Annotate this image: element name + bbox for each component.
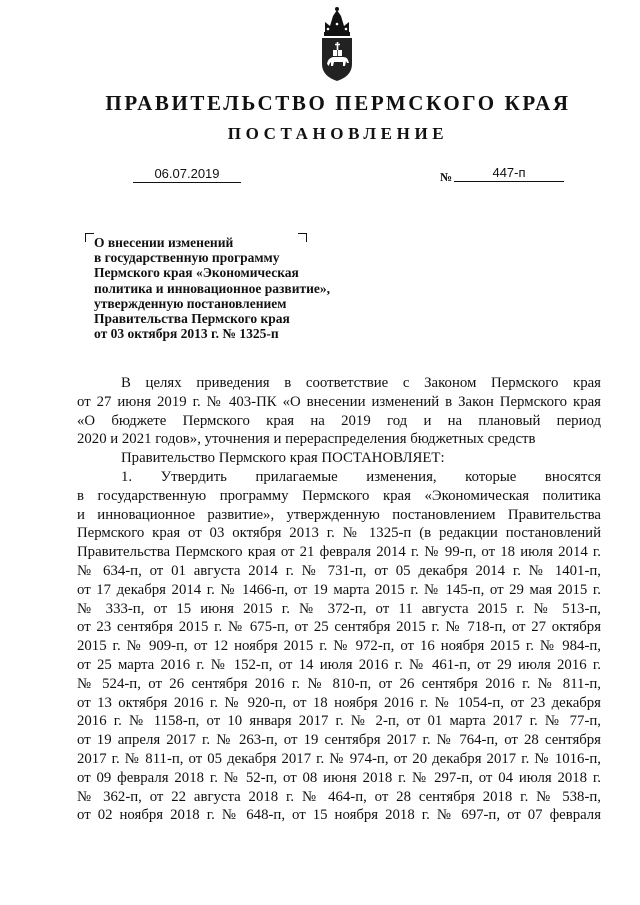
- body-line: от 23 сентября 2015 г. № 675-п, от 25 сентября 2015 г. № 718-п, от 27 октября: [77, 619, 601, 636]
- perm-krai-coat-of-arms-icon: [319, 6, 355, 82]
- body-line: от 27 июня 2019 г. № 403-ПК «О внесении изменений в Закон Пермского края: [77, 393, 601, 410]
- body-line: 2015 г. № 909-п, от 12 ноября 2015 г. № 972-п, от 16 ноября 2015 г. № 984-п,: [77, 638, 601, 655]
- subject-corner-mark-left: [85, 233, 94, 242]
- body-line: 1. Утвердить прилагаемые изменения, которые вносятся: [121, 468, 601, 485]
- body-line: 2020 и 2021 годов», уточнения и перераспределения бюджетных средств: [77, 431, 536, 448]
- subject-line: утвержденную постановлением: [94, 295, 287, 311]
- body-line: № 634-п, от 01 августа 2014 г. № 731-п, от 05 декабря 2014 г. № 1401-п,: [77, 562, 601, 579]
- number-prefix: №: [440, 170, 453, 184]
- subject-line: Пермского края «Экономическая: [94, 265, 299, 281]
- body-line: «О бюджете Пермского края на 2019 год и на плановый период: [77, 412, 601, 429]
- subject-line: от 03 октября 2013 г. № 1325-п: [94, 326, 279, 342]
- body-line: 2016 г. № 1158-п, от 10 января 2017 г. № 2-п, от 01 марта 2017 г. № 77-п,: [77, 713, 601, 730]
- subject-line: О внесении изменений: [94, 235, 234, 250]
- document-body: [77, 374, 601, 825]
- subject-line: политика и инновационное развитие»,: [94, 280, 331, 296]
- body-line: в государственную программу Пермского края «Экономическая политика: [77, 487, 601, 504]
- body-line: В целях приведения в соответствие с Законом Пермского края: [121, 375, 601, 391]
- body-line: Правительства Пермского края от 21 февраля 2014 г. № 99-п, от 18 июля 2014 г.: [77, 544, 601, 561]
- body-line: от 02 ноября 2018 г. № 648-п, от 15 ноября 2018 г. № 697-п, от 07 февраля: [77, 807, 601, 824]
- document-subject: [94, 235, 394, 341]
- body-line: от 25 марта 2016 г. № 152-п, от 14 июля 2016 г. № 461-п, от 29 июля 2016 г.: [77, 656, 601, 673]
- subject-line: в государственную программу: [94, 250, 280, 266]
- body-line: и инновационное развитие», утвержденную постановлением Правительства: [77, 506, 601, 523]
- body-line: Правительство Пермского края ПОСТАНОВЛЯЕТ:: [121, 450, 445, 467]
- body-line: 2017 г. № 811-п, от 05 декабря 2017 г. № 974-п, от 20 декабря 2017 г. № 1016-п,: [77, 750, 601, 767]
- body-line: от 09 февраля 2018 г. № 52-п, от 08 июня 2018 г. № 297-п, от 04 июля 2018 г.: [77, 769, 601, 786]
- body-line: Пермского края от 03 октября 2013 г. № 1325-п (в редакции постановлений: [77, 525, 601, 542]
- government-title: ПРАВИТЕЛЬСТВО ПЕРМСКОГО КРАЯ: [105, 91, 571, 115]
- body-line: от 19 апреля 2017 г. № 263-п, от 19 сентября 2017 г. № 764-п, от 28 сентября: [77, 732, 601, 749]
- document-type-title: ПОСТАНОВЛЕНИЕ: [227, 124, 449, 143]
- body-line: от 17 декабря 2014 г. № 1466-п, от 19 марта 2015 г. № 145-п, от 29 мая 2015 г.: [77, 581, 601, 598]
- document-number: 447-п: [454, 165, 564, 182]
- body-line: № 524-п, от 26 сентября 2016 г. № 810-п, от 26 сентября 2016 г. № 811-п,: [77, 675, 601, 692]
- document-date: 06.07.2019: [133, 166, 241, 183]
- body-line: № 333-п, от 15 июня 2015 г. № 372-п, от 11 августа 2015 г. № 513-п,: [77, 600, 601, 617]
- subject-line: Правительства Пермского края: [94, 311, 290, 327]
- body-line: № 362-п, от 22 августа 2018 г. № 464-п, от 28 сентября 2018 г. № 538-п,: [77, 788, 601, 805]
- body-line: от 13 октября 2016 г. № 920-п, от 18 ноября 2016 г. № 1054-п, от 23 декабря: [77, 694, 601, 711]
